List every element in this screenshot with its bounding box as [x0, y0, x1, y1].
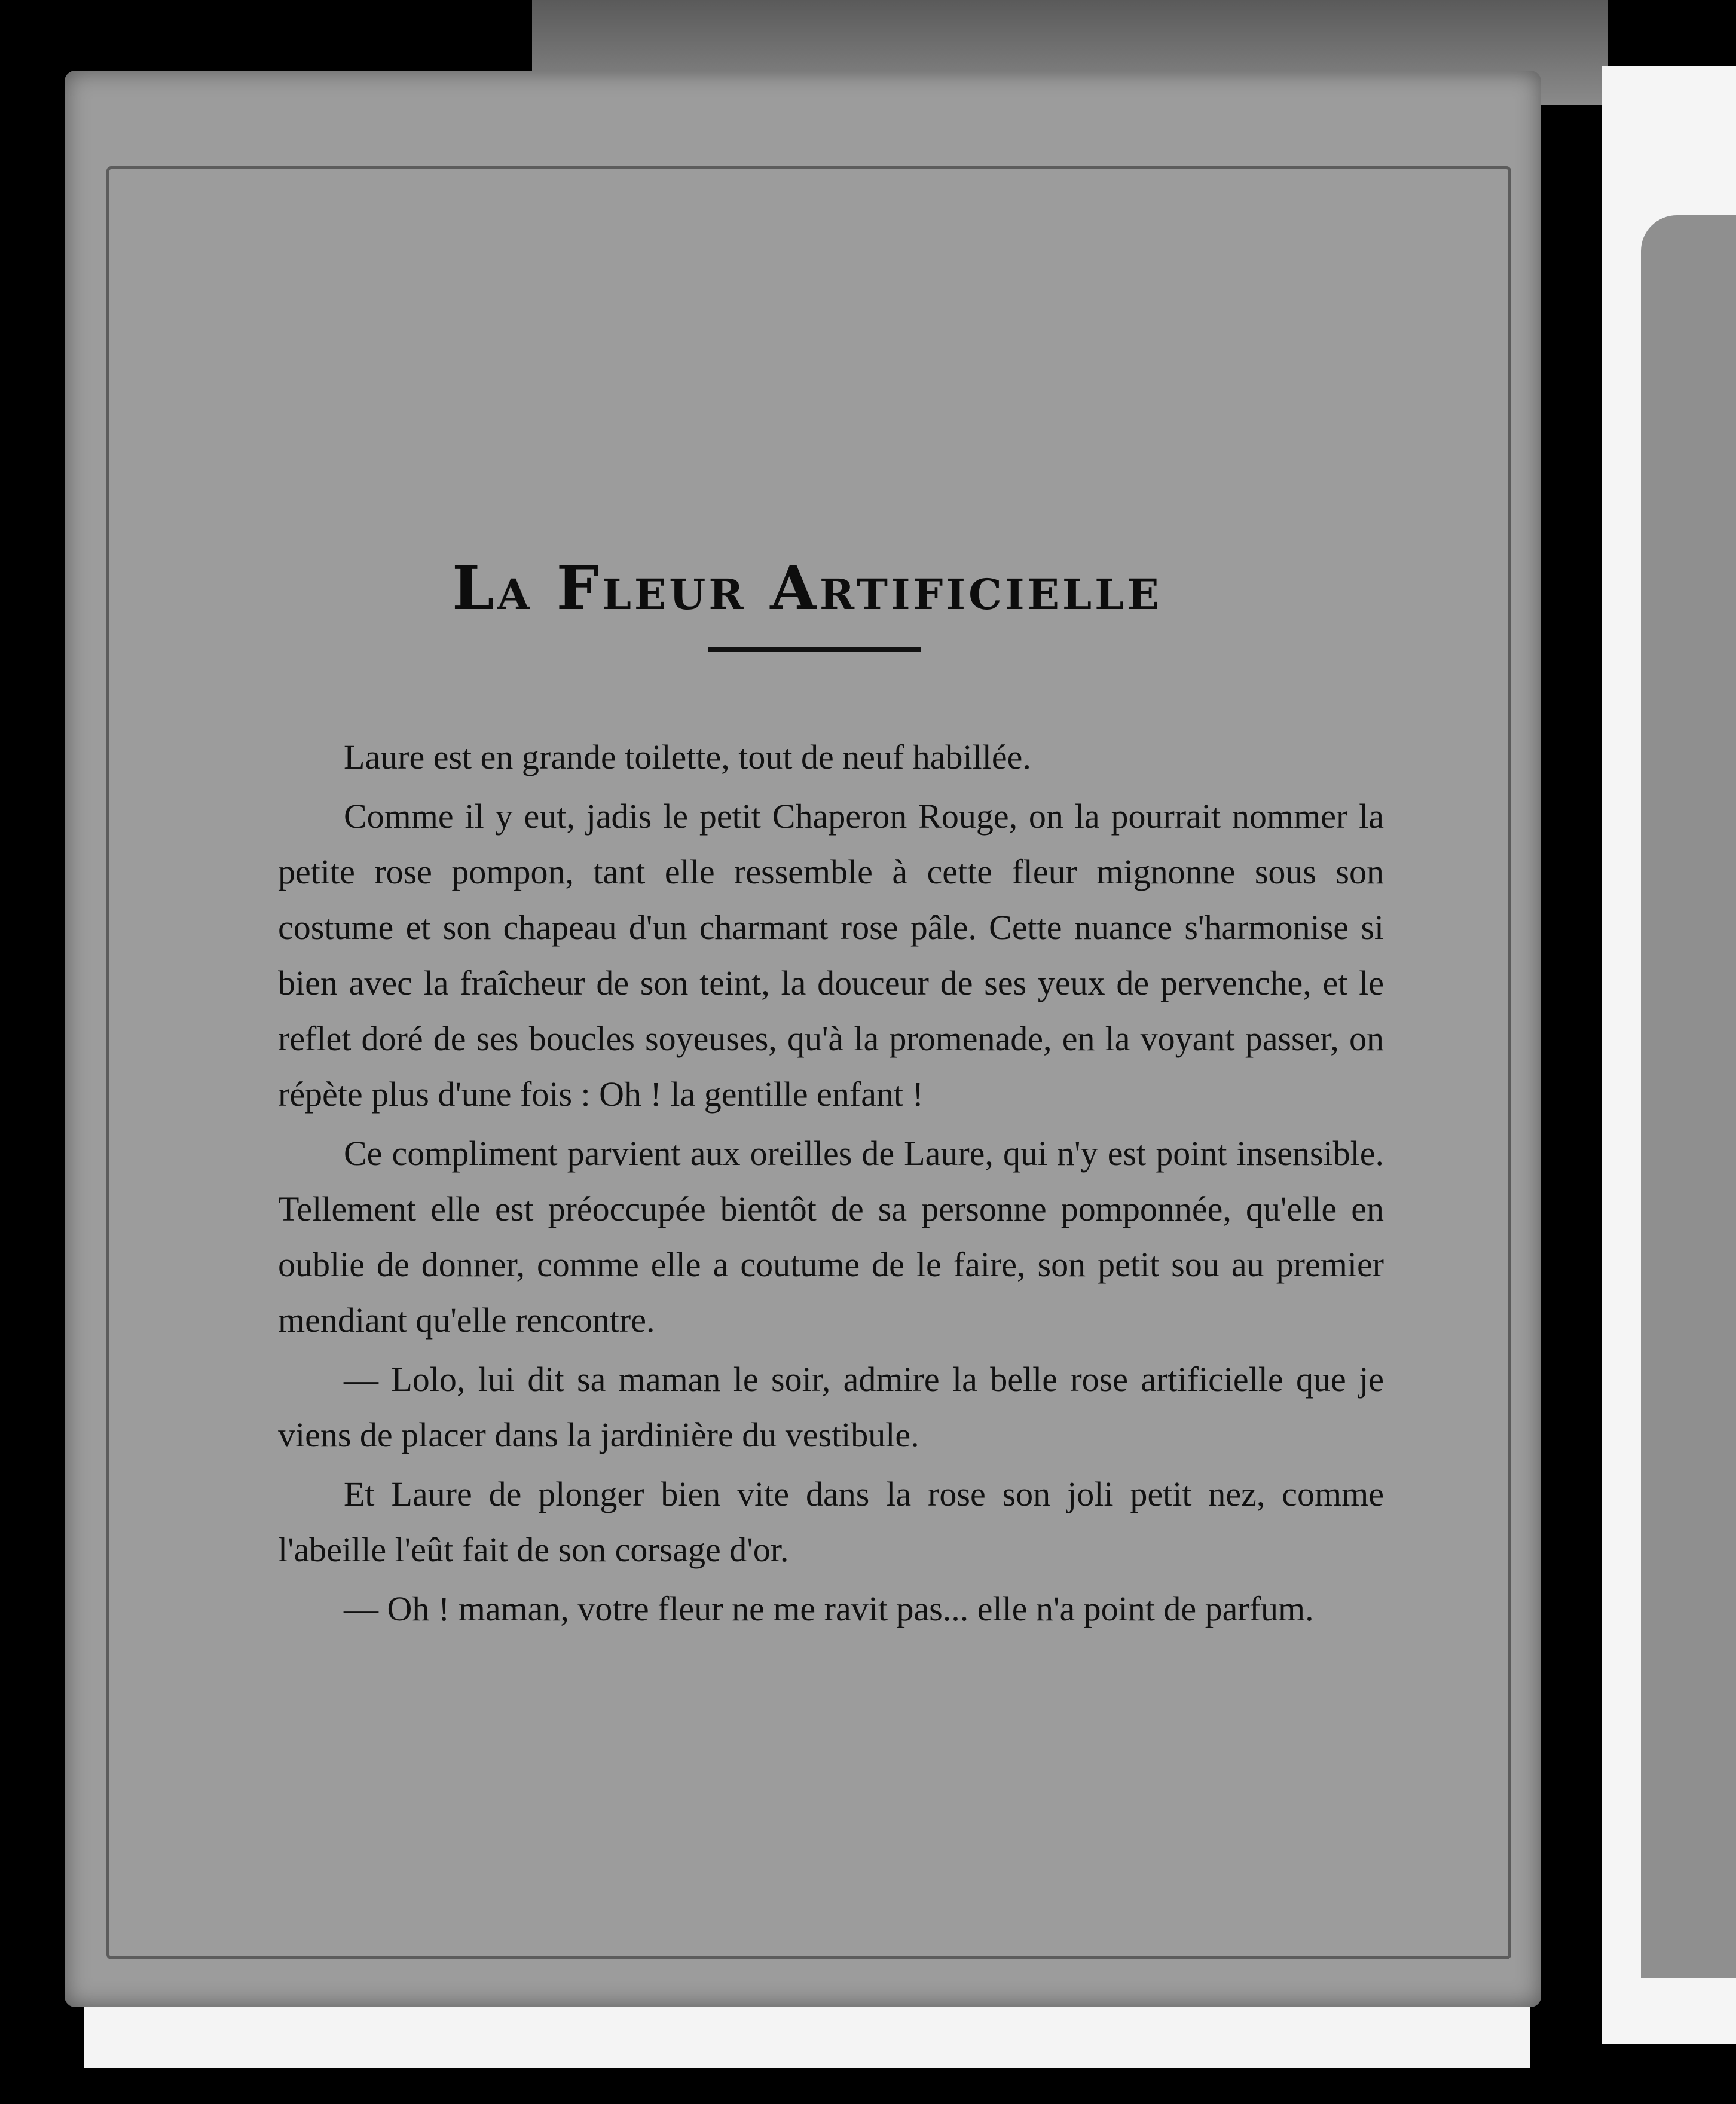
paragraph: Comme il y eut, jadis le petit Chaperon Rouge, on la pourrait nommer la petite rose pompon, tant elle ressemble à cette fleur mignonne sous son costume et son chapeau d'un charmant rose pâle. Cette nuance s'harmonise si bien avec la fraîcheur de son teint, la douceur de ses yeux de pervenche, et le reflet doré de ses boucles soyeuses, qu'à la promenade, en la voyant passer, on répète plus d'une fois : Oh ! la gentille enfant ! [278, 797, 1384, 1114]
facing-page-text-area [1641, 215, 1736, 1978]
paragraph: Et Laure de plonger bien vite dans la rose son joli petit nez, comme l'abeille l'eût fait de son corsage d'or. [278, 1475, 1384, 1569]
title-rule [708, 647, 921, 652]
paragraph: Laure est en grande toilette, tout de neuf habillée. [344, 738, 1031, 776]
paragraph: — Lolo, lui dit sa maman le soir, admire la belle rose artificielle que je viens de placer dans la jardinière du vestibule. [278, 1360, 1384, 1454]
page-title: La Fleur Artificielle [452, 553, 1162, 623]
body-text [278, 729, 1384, 1640]
paragraph: — Oh ! maman, votre fleur ne me ravit pas... elle n'a point de parfum. [344, 1589, 1314, 1628]
paragraph: Ce compliment parvient aux oreilles de Laure, qui n'y est point insensible. Tellement elle est préoccupée bientôt de sa personne pomponnée, qu'elle en oublie de donner, comme elle a coutume de le faire, son petit sou au premier mendiant qu'elle rencontre. [278, 1134, 1384, 1340]
